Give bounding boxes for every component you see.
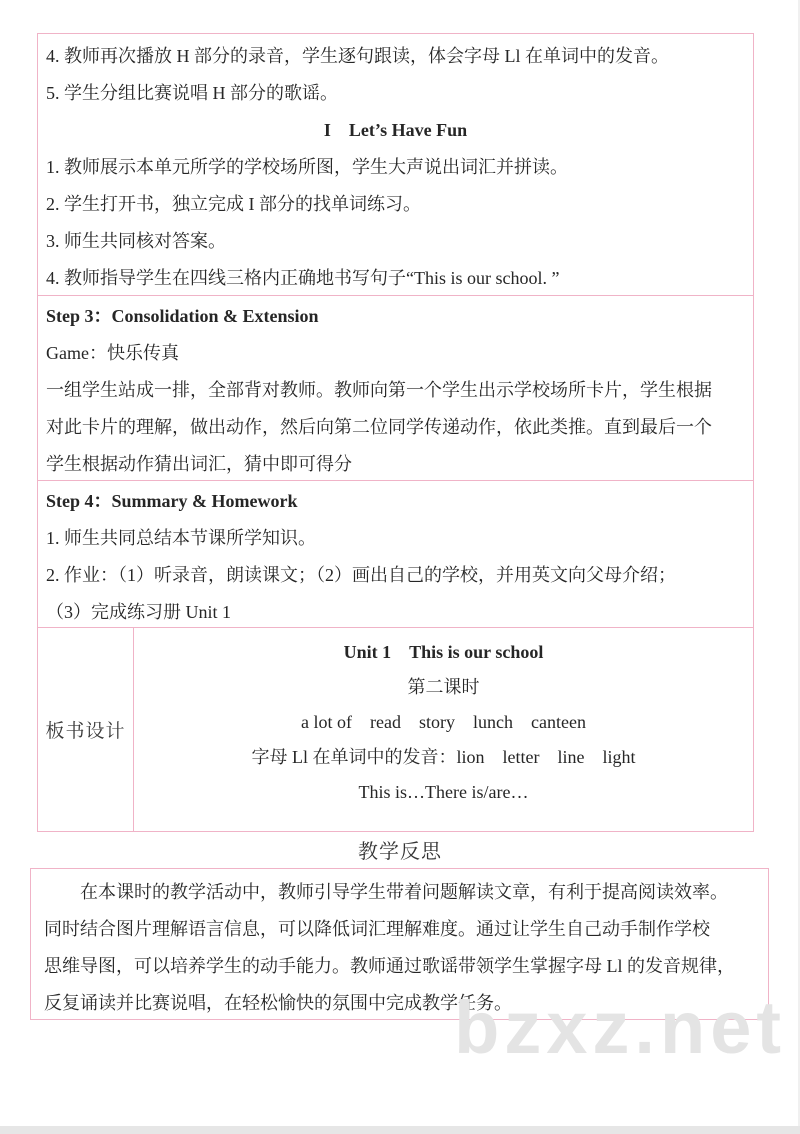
board-line: This is…There is/are…: [358, 782, 529, 802]
step3-text-line: 一组学生站成一排，全部背对教师。教师向第一个学生出示学校场所卡片，学生根据: [46, 380, 712, 400]
board-design-label: 板书设计: [38, 628, 134, 831]
board-line: 字母 Ll 在单词中的发音：lion letter line light: [251, 747, 636, 767]
table-row-step3: [38, 295, 753, 480]
reflection-line: 在本课时的教学活动中，教师引导学生带着问题解读文章，有利于提高阅读效率。: [80, 882, 728, 902]
site-watermark: bzxz.net: [454, 986, 786, 1069]
table-row-board-design: [38, 627, 753, 831]
board-design-content: [134, 628, 753, 831]
step4-item: （3）完成练习册 Unit 1: [46, 602, 232, 622]
step-item: 2. 学生打开书，独立完成 I 部分的找单词练习。: [46, 194, 421, 214]
step4-heading: Step 4：Summary & Homework: [46, 491, 298, 511]
board-line: 第二课时: [407, 677, 480, 697]
step-item: 3. 师生共同核对答案。: [46, 231, 226, 251]
step-item: 4. 教师指导学生在四线三格内正确地书写句子“This is our school. ”: [46, 268, 560, 288]
step4-item: 1. 师生共同总结本节课所学知识。: [46, 528, 316, 548]
step3-heading: Step 3：Consolidation & Extension: [46, 306, 319, 326]
reflection-line: 反复诵读并比赛说唱，在轻松愉快的氛围中完成教学任务。: [44, 993, 512, 1013]
step-item: 5. 学生分组比赛说唱 H 部分的歌谣。: [46, 83, 338, 103]
reflection-line: 同时结合图片理解语言信息，可以降低词汇理解难度。通过让学生自己动手制作学校: [44, 919, 710, 939]
step4-item: 2. 作业：（1）听录音，朗读课文；（2）画出自己的学校，并用英文向父母介绍；: [46, 565, 676, 585]
board-unit-title: Unit 1 This is our school: [343, 642, 544, 662]
step3-text-line: 对此卡片的理解，做出动作，然后向第二位同学传递动作，依此类推。直到最后一个: [46, 417, 712, 437]
lesson-plan-table: [37, 33, 754, 832]
step3-text-line: 学生根据动作猜出词汇，猜中即可得分: [46, 454, 352, 474]
game-label: Game：快乐传真: [46, 343, 179, 363]
table-row-lets-have-fun: [38, 34, 753, 295]
page-bottom-edge: [0, 1126, 800, 1134]
reflection-line: 思维导图，可以培养学生的动手能力。教师通过歌谣带领学生掌握字母 Ll 的发音规律，: [44, 956, 735, 976]
step-item: 1. 教师展示本单元所学的学校场所图，学生大声说出词汇并拼读。: [46, 157, 568, 177]
table-row-step4: [38, 480, 753, 627]
step-item: 4. 教师再次播放 H 部分的录音，学生逐句跟读，体会字母 Ll 在单词中的发音。: [46, 46, 669, 66]
board-line: a lot of read story lunch canteen: [301, 712, 586, 732]
section-heading-lets-have-fun: I Let’s Have Fun: [323, 120, 468, 140]
reflection-heading: 教学反思: [358, 841, 442, 863]
